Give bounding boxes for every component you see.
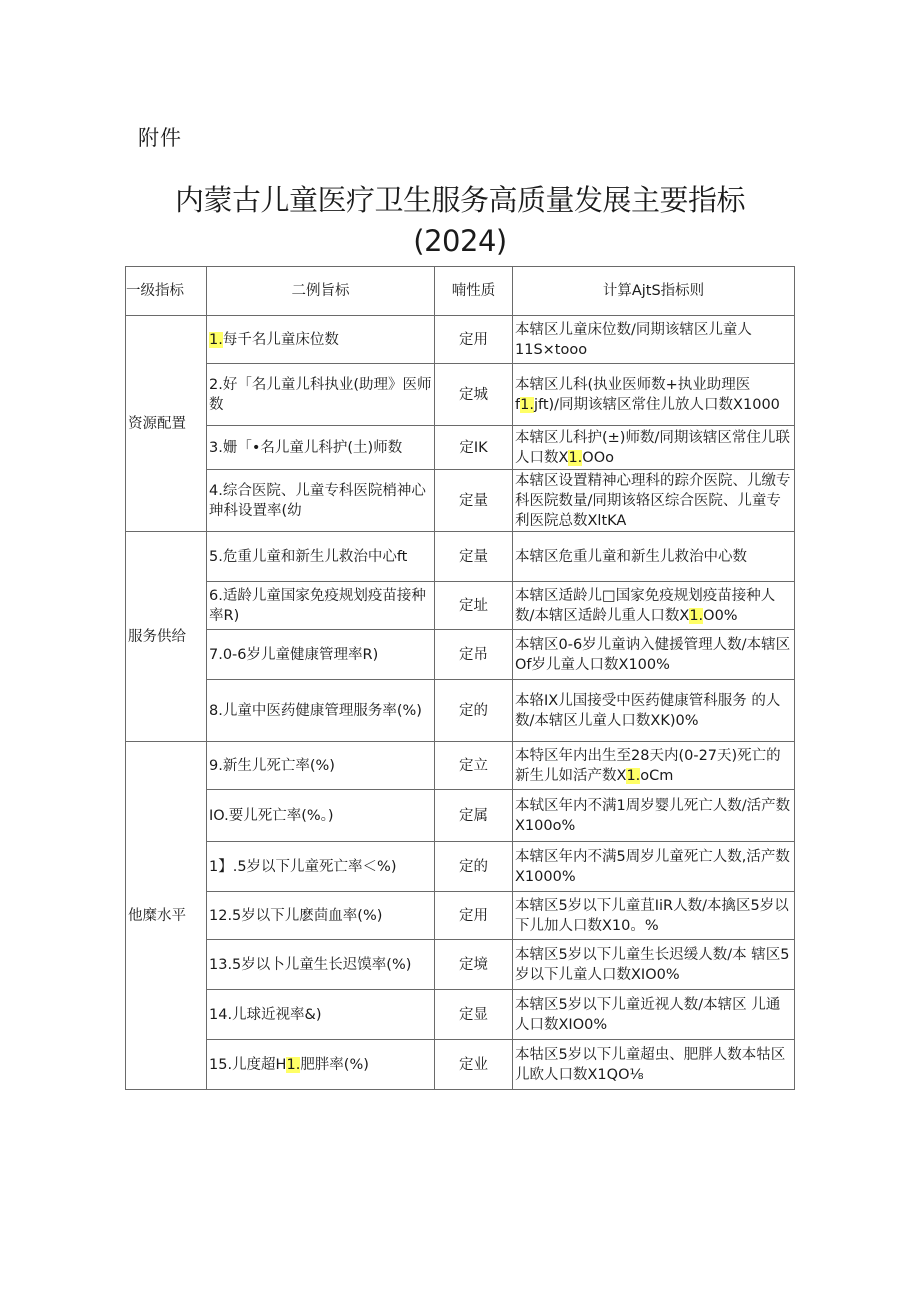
highlight-mark: 1. (209, 331, 223, 348)
indicator-name (207, 1040, 435, 1090)
document-title: 内蒙古儿童医疗卫生服务高质量发展主要指标 (174, 183, 745, 217)
category-health-level: 他糜水平 (126, 742, 207, 1090)
indicator-nature: 定城 (435, 364, 513, 426)
indicator-nature: 定立 (435, 742, 513, 790)
indicator-nature: 定业 (435, 1040, 513, 1090)
indicator-name (207, 680, 435, 742)
table-row (126, 426, 795, 470)
table-header-row (126, 267, 795, 316)
calculation-method (513, 1040, 795, 1090)
calculation-text: 本辖区儿童床位数/同期该辖区儿童人 11S×tooo (515, 321, 752, 358)
indicator-name (207, 630, 435, 680)
indicator-nature: 定用 (435, 892, 513, 940)
indicator-nature: 定量 (435, 470, 513, 532)
table-row (126, 892, 795, 940)
indicator-table (125, 266, 795, 1090)
calculation-text: 本辂IX儿国接受中医药健康管科服务 的人数/本辖区儿童人口数XK)0% (515, 692, 781, 729)
header-nature: 喃性质 (435, 267, 513, 316)
indicator-text: 6.适龄儿童国家免疫规划疫苗接种率R) (209, 587, 426, 624)
indicator-text: 13.5岁以卜儿童生长迟馍率(%) (209, 956, 412, 973)
calculation-method (513, 630, 795, 680)
calculation-text: 本牯区5岁以下儿童超虫、肥胖人数本牯区儿欧人口数X1QO⅛ (515, 1046, 786, 1083)
indicator-name (207, 426, 435, 470)
indicator-name (207, 990, 435, 1040)
header-level2: 二例旨标 (207, 267, 435, 316)
calculation-method (513, 532, 795, 582)
table-row (126, 630, 795, 680)
calculation-method (513, 940, 795, 990)
calculation-method (513, 842, 795, 892)
table-row (126, 582, 795, 630)
indicator-text: IO.要儿死亡率(%。) (209, 807, 334, 824)
indicator-name (207, 316, 435, 364)
table-row (126, 470, 795, 532)
calculation-method (513, 316, 795, 364)
indicator-name (207, 842, 435, 892)
calculation-text: OOo (582, 449, 614, 466)
highlight-mark: 1. (520, 396, 534, 413)
indicator-nature: 定量 (435, 532, 513, 582)
calculation-method (513, 364, 795, 426)
indicator-text: 8.儿童中医药健康管理服务率(%) (209, 702, 422, 719)
calculation-text: O0% (703, 607, 738, 624)
indicator-text: 1】.5岁以下儿童死亡率＜%) (209, 858, 397, 875)
indicator-text: 5.危重儿童和新生儿救治中心ft (209, 548, 408, 565)
table-row (126, 940, 795, 990)
table-row (126, 990, 795, 1040)
calculation-text: 本辖区5岁以下儿童近视人数/本辖区 儿通人口数XIO0% (515, 996, 781, 1033)
calculation-text: 本辖区危重儿童和新生儿救治中心数 (515, 548, 747, 565)
calculation-method (513, 790, 795, 842)
calculation-text: 本辖区设置精神心理科的踪介医院、儿缴专科医院数量/同期该辂区综合医院、儿童专利医院总数XltKA (515, 472, 791, 529)
table-row (126, 1040, 795, 1090)
table-row (126, 364, 795, 426)
calculation-method (513, 426, 795, 470)
indicator-nature: 定的 (435, 680, 513, 742)
table-row (126, 842, 795, 892)
document-year: (2024) (413, 224, 507, 258)
indicator-name (207, 790, 435, 842)
calculation-method (513, 990, 795, 1040)
highlight-mark: 1. (689, 607, 704, 624)
indicator-text: 肥胖率(%) (300, 1056, 369, 1073)
indicator-nature: 定IK (435, 426, 513, 470)
indicator-nature: 定的 (435, 842, 513, 892)
calculation-text: 本辖区年内不满5周岁儿童死亡人数,活产数X1000% (515, 848, 790, 885)
indicator-text: 3.姗「•名儿童儿科护(土)师数 (209, 439, 403, 456)
calculation-method (513, 892, 795, 940)
indicator-text: 7.0-6岁儿童健康管理率R) (209, 646, 379, 663)
table-row (126, 532, 795, 582)
calculation-text: 本辖区0-6岁儿童讷入健援管理人数/本辖区Of岁儿童人口数X100% (515, 636, 791, 673)
table-row (126, 742, 795, 790)
indicator-nature: 定显 (435, 990, 513, 1040)
indicator-name (207, 940, 435, 990)
calculation-text: 本辖区儿科(执业医师数+执业助理医 f (515, 376, 751, 413)
indicator-name (207, 532, 435, 582)
highlight-mark: 1. (626, 767, 641, 784)
indicator-nature: 定属 (435, 790, 513, 842)
indicator-text: 每千名儿童床位数 (222, 331, 339, 348)
calculation-text: oCm (640, 767, 674, 784)
attachment-label: 附件 (138, 126, 182, 150)
indicator-name (207, 742, 435, 790)
calculation-text: 本轼区年内不满1周岁婴儿死亡人数/活产数X100o% (515, 797, 791, 834)
indicator-name (207, 582, 435, 630)
calculation-method (513, 680, 795, 742)
indicator-text: 2.好「名儿童儿科执业(助理》医师数 (209, 376, 432, 413)
indicator-text: 4.综合医院、儿童专科医院梢神心珅科设置率(幼 (209, 482, 426, 519)
calculation-method (513, 470, 795, 532)
calculation-text: 本辖区适龄儿□国家免疫规划疫苗接种人数/本辖区适龄儿重人口数X (515, 587, 776, 624)
header-level1: 一级指标 (126, 267, 207, 316)
table-row (126, 680, 795, 742)
indicator-text: 12.5岁以下儿麽茴血率(%) (209, 907, 383, 924)
indicator-nature: 定境 (435, 940, 513, 990)
calculation-method (513, 582, 795, 630)
highlight-mark: 1. (568, 449, 583, 466)
indicator-text: 9.新生儿死亡率(%) (209, 757, 335, 774)
indicator-text: 14.儿球近视率&) (209, 1006, 322, 1023)
indicator-name (207, 892, 435, 940)
header-calculation: 计算AjtS指标则 (513, 267, 795, 316)
table-row (126, 316, 795, 364)
category-service: 服务供给 (126, 532, 207, 742)
calculation-text: 本辖区5岁以下儿童生长迟缓人数/本 辖区5岁以下儿童人口数XIO0% (515, 946, 790, 983)
calculation-method (513, 742, 795, 790)
highlight-mark: 1. (286, 1056, 301, 1073)
calculation-text: 本辖区5岁以下儿童苴IiR人数/本擒区5岁以下儿加人口数X10。% (515, 897, 789, 934)
calculation-text: 本特区年内出生至28天内(0-27天)死亡的新生儿如活产数X (515, 747, 781, 784)
indicator-text: 15.儿度超H (209, 1056, 287, 1073)
table-row (126, 790, 795, 842)
calculation-text: jft)/同期该辖区常住儿放人口数X1000 (533, 396, 780, 413)
indicator-name (207, 364, 435, 426)
indicator-nature: 定址 (435, 582, 513, 630)
category-resource: 资源配置 (126, 316, 207, 532)
calculation-text: 本辖区儿科护(±)师数/同期该辖区常住儿联人口数X (515, 429, 790, 466)
indicator-name (207, 470, 435, 532)
indicator-nature: 定用 (435, 316, 513, 364)
indicator-nature: 定吊 (435, 630, 513, 680)
